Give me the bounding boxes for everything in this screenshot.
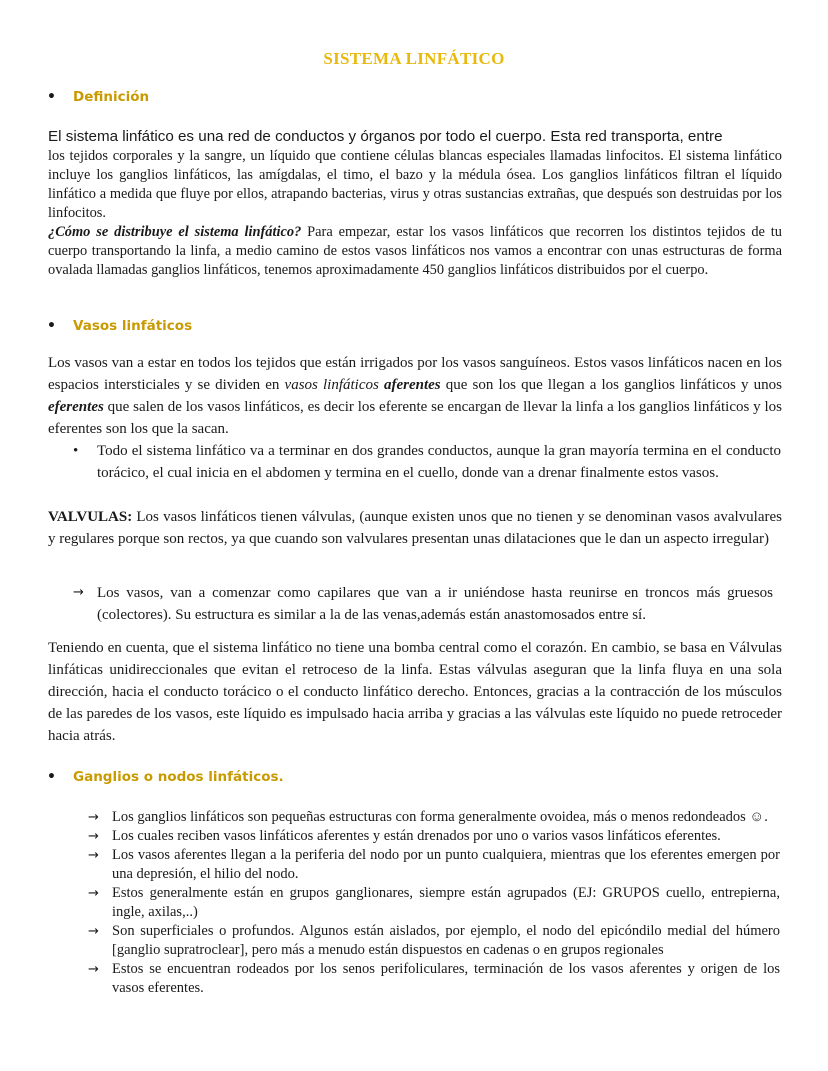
list-item <box>88 884 780 922</box>
ganglios-arrow-list <box>88 808 780 998</box>
heading-text: Ganglios o nodos linfáticos. <box>73 769 284 785</box>
section-heading-definicion <box>47 89 149 105</box>
bullet-marker: • <box>73 443 79 459</box>
section-heading-ganglios <box>47 769 284 785</box>
list-item <box>88 846 780 884</box>
list-item-text: Los vasos aferentes llegan a la periferia del nodo por un punto cualquiera, mientras que los eferentes emergen por una depresión, el hilio del nodo. <box>112 847 780 882</box>
list-item-text: Los ganglios linfáticos son pequeñas estructuras con forma generalmente ovoidea, más o menos redondeados ☺. <box>112 809 768 825</box>
list-item <box>73 582 773 626</box>
list-item-text: Estos se encuentran rodeados por los senos perifoliculares, terminación de los vasos aferentes y origen de los vasos eferentes. <box>112 961 780 996</box>
bullet-marker: • <box>47 769 56 785</box>
vasos-text-b: que son los que llegan a los ganglios linfáticos y unos <box>440 377 782 393</box>
list-item-text: Los cuales reciben vasos linfáticos aferentes y están drenados por uno o varios vasos linfáticos eferentes. <box>112 828 721 844</box>
arrow-icon: → <box>88 962 99 977</box>
section-heading-vasos <box>47 318 192 334</box>
valvulas-paragraph <box>48 506 782 550</box>
distribucion-paragraph <box>48 223 782 280</box>
arrow-icon: → <box>88 924 99 939</box>
page-title: SISTEMA LINFÁTICO <box>323 49 505 68</box>
arrow-icon: → <box>88 848 99 863</box>
list-item-text: Todo el sistema linfático va a terminar en dos grandes conductos, aunque la gran mayoría termina en el conducto torácico, el cual inicia en el abdomen y termina en el cuello, donde van a drenar finalmente estos vasos. <box>97 443 781 481</box>
list-item <box>88 922 780 960</box>
distribucion-answer: Para empezar, estar los vasos linfáticos que recorren los distintos tejidos de tu cuerpo transportando la linfa, a medio camino de estos vasos linfáticos nos vamos a encontrar con unas estructuras de forma ovalada llamadas ganglios linfáticos, tenemos aproximadamente 450 ganglios linfáticos distribuidos por el cuerpo. <box>48 224 782 278</box>
vasos-text-italic: vasos linfáticos <box>284 377 384 393</box>
arrow-icon: → <box>88 829 99 844</box>
vasos-paragraph-1 <box>48 352 782 440</box>
list-item <box>88 808 780 827</box>
vasos-arrow-list <box>73 582 773 626</box>
definicion-intro: El sistema linfático es una red de conductos y órganos por todo el cuerpo. Esta red transporta, entre <box>48 128 723 145</box>
heading-text: Vasos linfáticos <box>73 318 193 334</box>
bullet-marker: • <box>47 318 56 334</box>
list-item <box>73 440 781 484</box>
definicion-body: los tejidos corporales y la sangre, un líquido que contiene células blancas especiales llamadas linfocitos. El sistema linfático incluye los ganglios linfáticos, las amígdalas, el timo, el bazo y la médula ósea. Los ganglios linfáticos filtran el líquido linfático a medida que fluye por ellos, atrapando bacterias, virus y otras sustancias extrañas, que después son destruidas por los linfocitos. <box>48 148 782 221</box>
vasos-term-eferentes: eferentes <box>48 399 104 415</box>
vasos-p2-text: Teniendo en cuenta, que el sistema linfático no tiene una bomba central como el corazón. En cambio, se basa en Válvulas linfáticas unidireccionales que evitan el retroceso de la linfa. Estas válvulas aseguran que la linfa fluya en una sola dirección, hacia el conducto torácico o el conducto linfático derecho. Entonces, gracias a la contracción de los músculos de las paredes de los vasos, este líquido es impulsado hacia arriba y gracias a las válvulas este líquido no puede retroceder hacia atrás. <box>48 640 782 744</box>
arrow-icon: → <box>88 886 99 901</box>
definicion-block <box>48 127 782 280</box>
vasos-paragraph-2 <box>48 637 782 747</box>
list-item <box>88 960 780 998</box>
valvulas-label: VALVULAS: <box>48 509 133 525</box>
valvulas-text: Los vasos linfáticos tienen válvulas, (aunque existen unos que no tienen y se denominan vasos avalvulares y regulares porque son rectos, ya que cuando son valvulares presentan unas dilataciones que le dan un aspecto irregular) <box>48 509 782 547</box>
arrow-icon: → <box>73 585 84 600</box>
distribucion-question: ¿Cómo se distribuye el sistema linfático? <box>48 224 302 240</box>
vasos-term-aferentes: aferentes <box>383 377 441 393</box>
heading-text: Definición <box>73 89 150 105</box>
list-item-text: Son superficiales o profundos. Algunos están aislados, por ejemplo, el nodo del epicóndilo medial del húmero [ganglio supratroclear], pero más a menudo están dispuestos en cadenas o en grupos regionales <box>112 923 780 958</box>
vasos-text-c: que salen de los vasos linfáticos, es decir los eferente se encargan de llevar la linfa a los ganglios linfáticos y los eferentes son los que la sacan. <box>48 399 782 437</box>
vasos-text-a: Los vasos van a estar en todos los tejidos que están irrigados por los vasos sanguíneos. Estos vasos linfáticos nacen en los espacios intersticiales y se dividen en <box>48 355 782 393</box>
bullet-marker: • <box>47 89 56 105</box>
list-item-text: Estos generalmente están en grupos ganglionares, siempre están agrupados (EJ: GRUPOS cuello, entrepierna, ingle, axilas,..) <box>112 885 780 920</box>
arrow-icon: → <box>88 810 99 825</box>
vasos-bullet-list <box>73 440 781 484</box>
list-item-text: Los vasos, van a comenzar como capilares que van a ir uniéndose hasta reunirse en troncos más gruesos (colectores). Su estructura es similar a la de las venas,además están anastomosados entre sí. <box>97 585 773 623</box>
list-item <box>88 827 780 846</box>
